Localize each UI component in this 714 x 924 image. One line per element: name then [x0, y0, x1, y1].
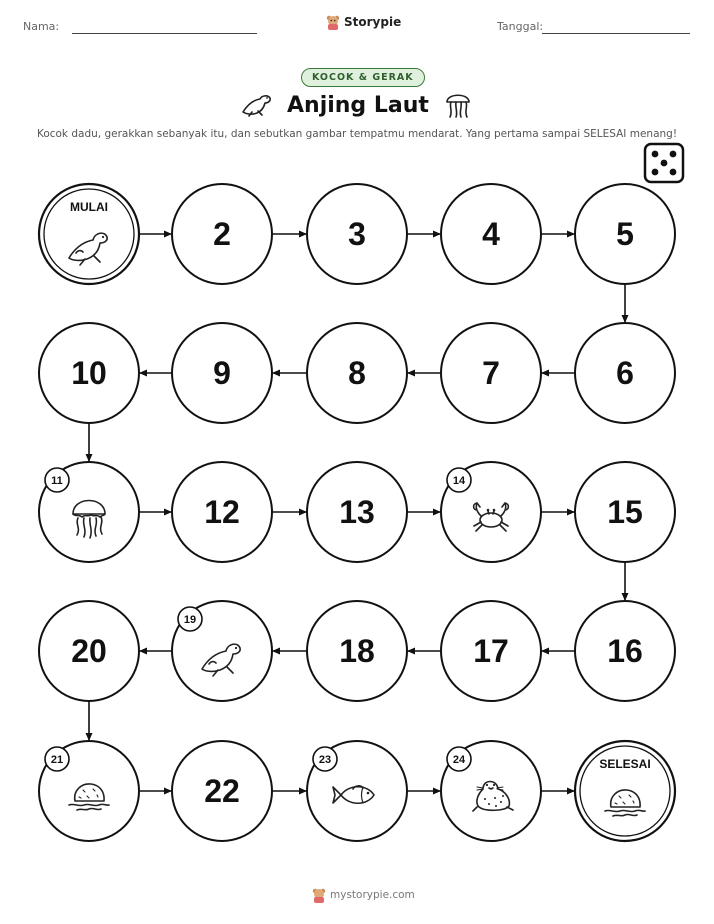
board-space-21 — [39, 741, 139, 841]
finish-space — [575, 741, 675, 841]
board-space-20 — [39, 601, 139, 701]
space-number-badge: 19 — [183, 614, 197, 626]
bear-logo-icon — [312, 887, 326, 903]
space-number-badge: 11 — [51, 475, 63, 487]
board-space-22 — [172, 741, 272, 841]
space-number: 7 — [482, 355, 500, 391]
board-space-8 — [307, 323, 407, 423]
space-number-badge: 23 — [318, 754, 332, 766]
board-space-3 — [307, 184, 407, 284]
space-number: 4 — [482, 216, 500, 252]
name-label: Nama: — [23, 20, 60, 33]
board-space-5 — [575, 184, 675, 284]
footer-url: mystorypie.com — [330, 889, 415, 901]
board-space-7 — [441, 323, 541, 423]
board-space-17 — [441, 601, 541, 701]
space-number: 17 — [473, 633, 509, 669]
space-number-badge: 21 — [50, 754, 64, 766]
space-number-badge: 24 — [452, 754, 466, 766]
space-number: 18 — [339, 633, 375, 669]
space-number: 6 — [616, 355, 634, 391]
brand-name: Storypie — [344, 15, 402, 29]
start-label: MULAI — [70, 200, 108, 214]
space-number: 15 — [607, 494, 643, 530]
space-number: 13 — [339, 494, 375, 530]
board-space-2 — [172, 184, 272, 284]
board-space-24 — [441, 741, 541, 841]
space-number: 8 — [348, 355, 366, 391]
board-space-15 — [575, 462, 675, 562]
space-number: 20 — [71, 633, 107, 669]
board-space-13 — [307, 462, 407, 562]
space-number: 2 — [213, 216, 231, 252]
board-space-19 — [172, 601, 272, 701]
start-space — [39, 184, 139, 284]
activity-tag: KOCOK & GERAK — [301, 68, 425, 87]
footer — [312, 887, 415, 903]
space-number: 5 — [616, 216, 634, 252]
space-number-badge: 14 — [452, 475, 466, 487]
board-space-12 — [172, 462, 272, 562]
board-space-14 — [441, 462, 541, 562]
board-space-10 — [39, 323, 139, 423]
page-title: Anjing Laut — [287, 93, 429, 118]
finish-label: SELESAI — [599, 757, 651, 771]
instructions-text: Kocok dadu, gerakkan sebanyak itu, dan sebutkan gambar tempatmu mendarat. Yang pertama sampai SELESAI menang! — [36, 128, 678, 140]
space-number: 12 — [204, 494, 240, 530]
board-space-18 — [307, 601, 407, 701]
board-space-16 — [575, 601, 675, 701]
space-number: 16 — [607, 633, 643, 669]
space-number: 3 — [348, 216, 366, 252]
space-number: 22 — [204, 773, 240, 809]
space-number: 10 — [71, 355, 107, 391]
board-space-23 — [307, 741, 407, 841]
board-space-9 — [172, 323, 272, 423]
date-label: Tanggal: — [497, 20, 544, 33]
board-space-6 — [575, 323, 675, 423]
board-space-11 — [39, 462, 139, 562]
board-space-4 — [441, 184, 541, 284]
space-number: 9 — [213, 355, 231, 391]
